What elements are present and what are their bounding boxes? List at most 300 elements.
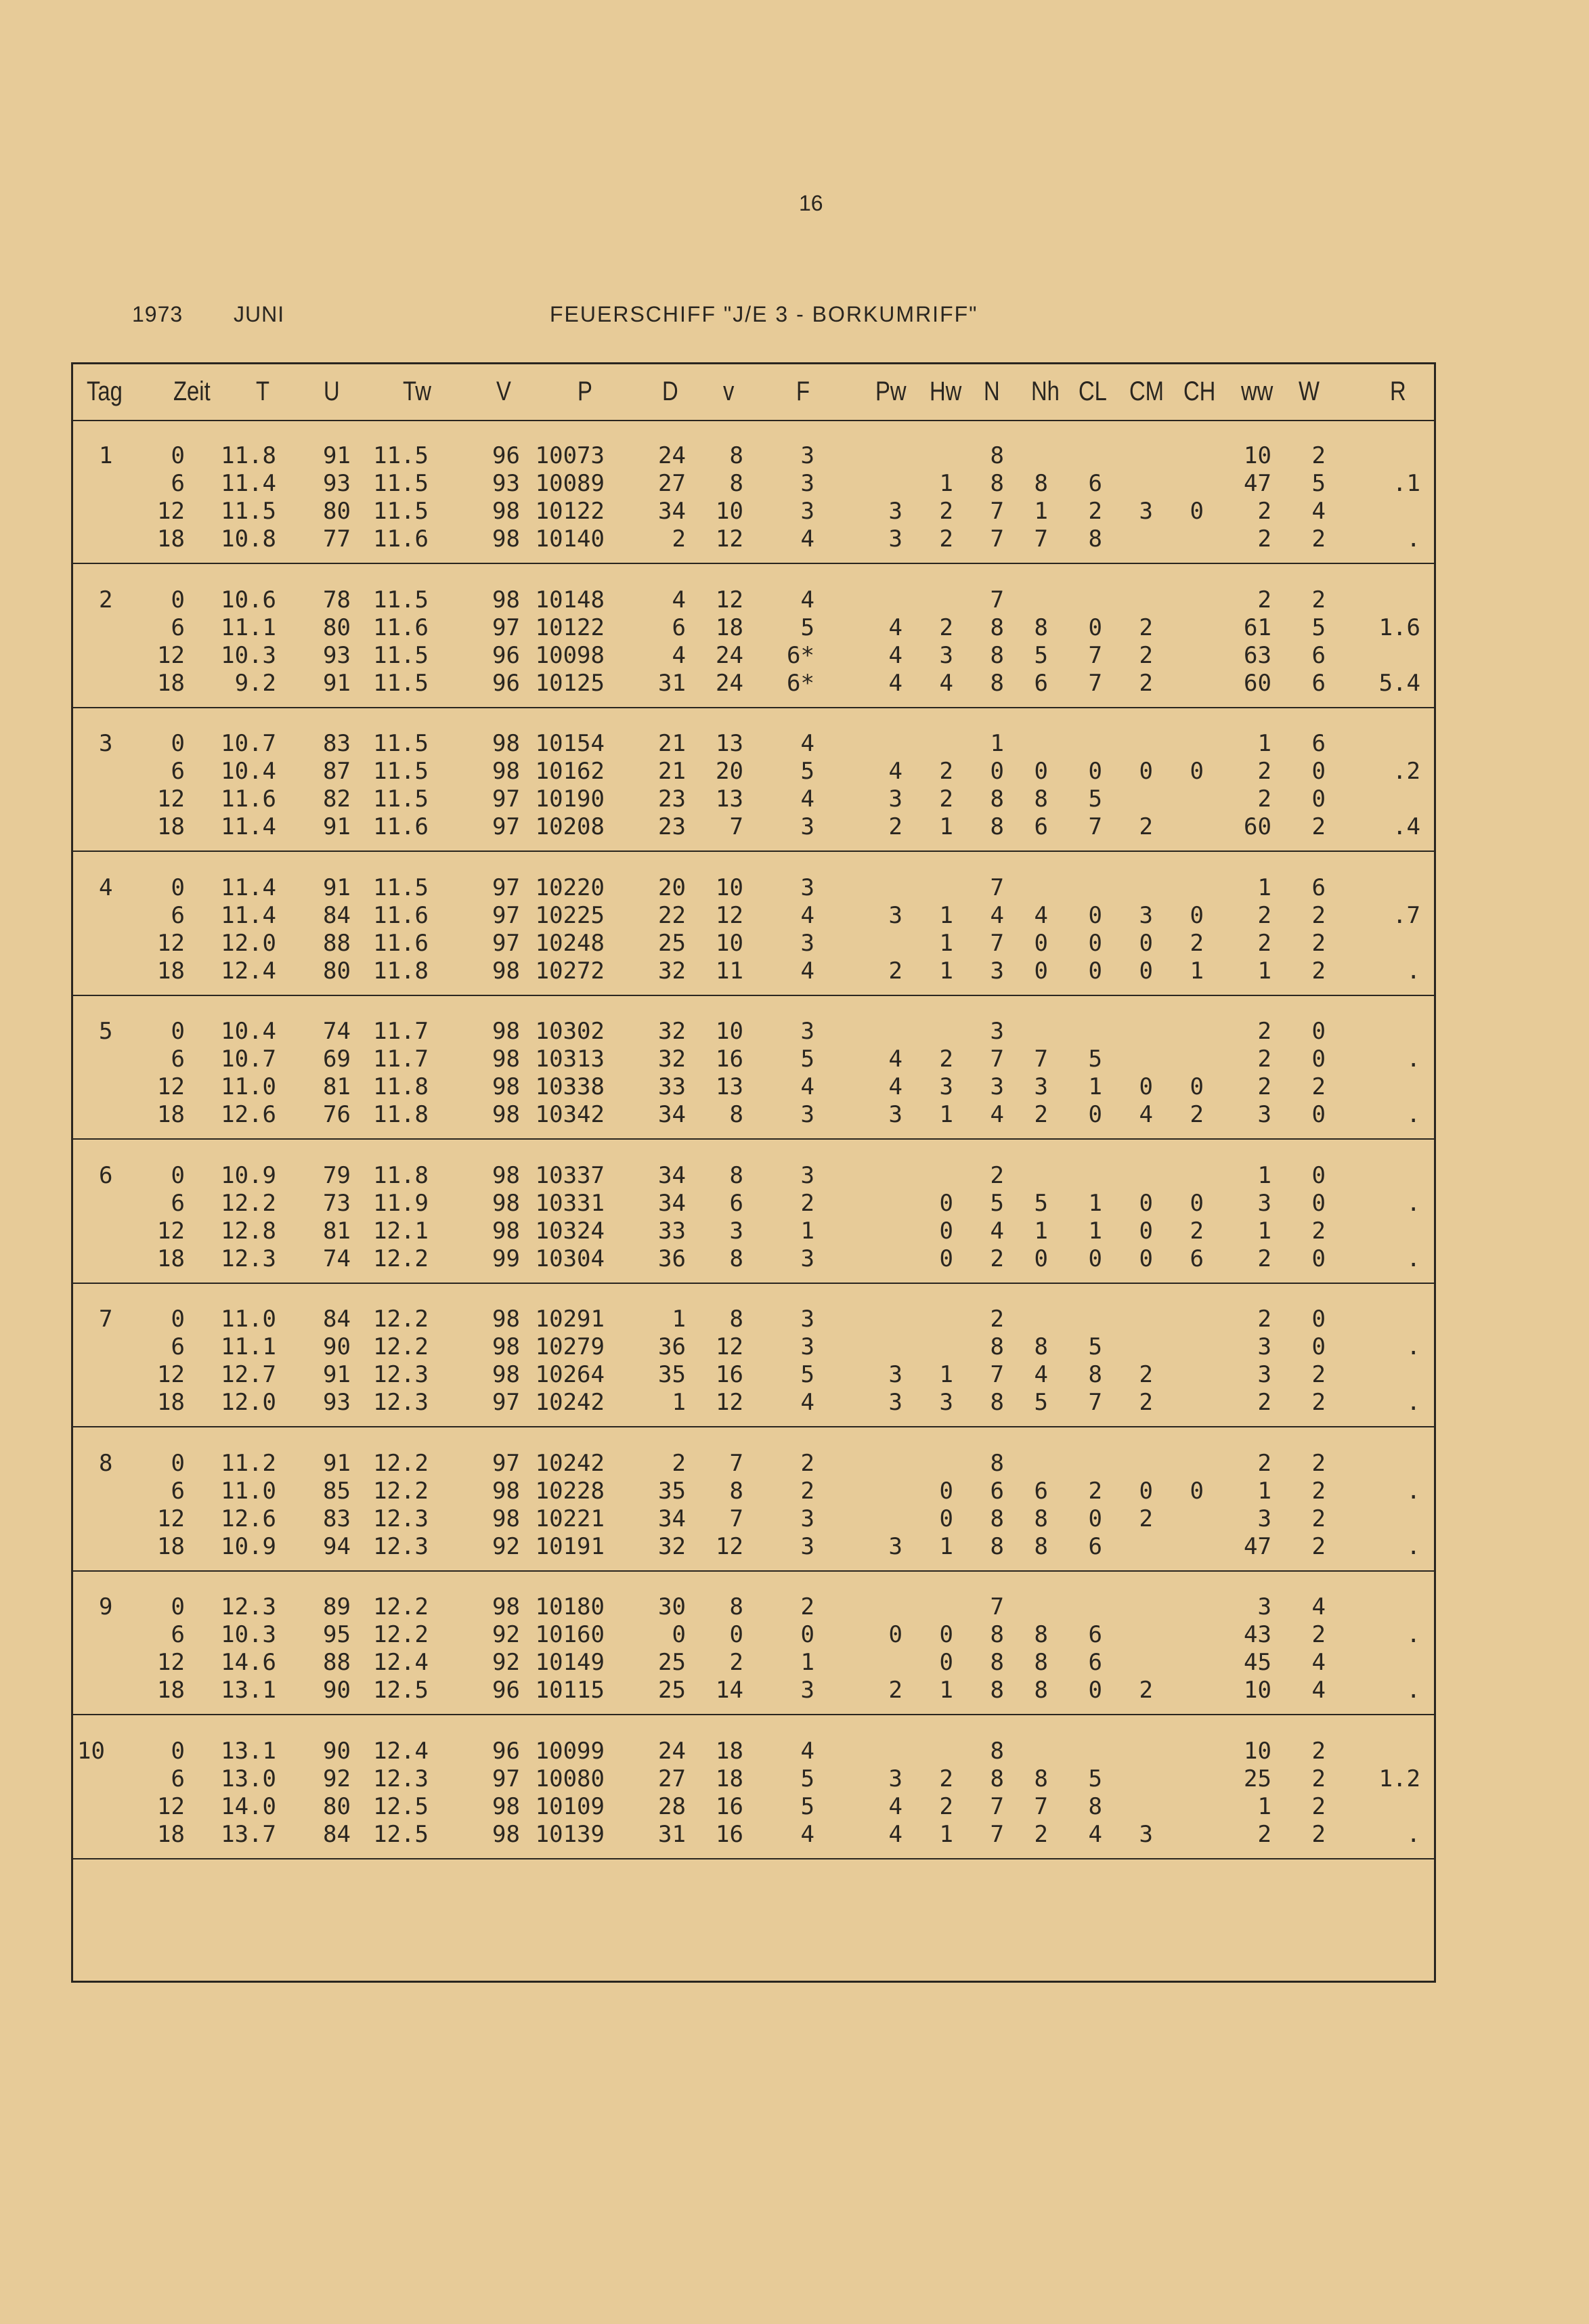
cell-ww: 2: [1257, 586, 1271, 614]
cell-u: 76: [323, 1101, 351, 1128]
cell-cm: 0: [1139, 957, 1153, 985]
cell-t: 10.3: [221, 641, 276, 669]
cell-cm: 2: [1139, 1389, 1153, 1416]
cell-f: 3: [800, 1505, 814, 1532]
cell-cm: 2: [1139, 641, 1153, 669]
cell-nh: 8: [1034, 470, 1048, 497]
cell-f: 3: [800, 498, 814, 525]
cell-t: 12.3: [221, 1245, 276, 1272]
cell-p: 10089: [535, 470, 605, 497]
cell-zeit: 0: [171, 1161, 185, 1189]
cell-w: 0: [1311, 1046, 1326, 1073]
cell-wind-v: 12: [716, 1532, 743, 1560]
cell-pw: 3: [888, 786, 902, 813]
cell-ww: 43: [1244, 1621, 1271, 1648]
cell-v: 92: [492, 1649, 520, 1676]
cell-nh: 6: [1034, 1477, 1048, 1505]
cell-t: 11.4: [221, 470, 276, 497]
cell-w: 0: [1311, 758, 1326, 785]
cell-w: 2: [1311, 1765, 1326, 1792]
cell-v: 96: [492, 1677, 520, 1704]
cell-f: 3: [800, 1018, 814, 1045]
cell-p: 10109: [535, 1792, 605, 1820]
cell-w: 2: [1311, 442, 1326, 469]
cell-nh: 6: [1034, 669, 1048, 697]
cell-n: 8: [990, 1765, 1004, 1792]
cell-zeit: 0: [171, 442, 185, 469]
cell-tw: 11.6: [373, 901, 429, 929]
cell-tw: 11.8: [373, 1073, 429, 1100]
cell-tw: 11.5: [373, 470, 429, 497]
cell-hw: 1: [939, 1361, 953, 1388]
cell-hw: 2: [939, 786, 953, 813]
cell-v: 98: [492, 1073, 520, 1100]
cell-f: 3: [800, 874, 814, 901]
cell-v: 97: [492, 901, 520, 929]
cell-hw: 2: [939, 614, 953, 641]
cell-cm: 4: [1139, 1101, 1153, 1128]
cell-cl: 2: [1088, 498, 1102, 525]
cell-p: 10220: [535, 874, 605, 901]
cell-cm: 3: [1139, 901, 1153, 929]
cell-d: 24: [658, 442, 686, 469]
cell-p: 10080: [535, 1765, 605, 1792]
cell-tw: 12.2: [373, 1621, 429, 1648]
cell-u: 74: [323, 1018, 351, 1045]
cell-tw: 11.6: [373, 929, 429, 957]
cell-wind-v: 8: [729, 442, 743, 469]
cell-tw: 11.5: [373, 786, 429, 813]
cell-wind-v: 16: [716, 1361, 743, 1388]
cell-d: 25: [658, 929, 686, 957]
cell-d: 1: [672, 1389, 686, 1416]
cell-zeit: 12: [157, 498, 185, 525]
cell-n: 4: [990, 901, 1004, 929]
cell-u: 95: [323, 1621, 351, 1648]
cell-f: 4: [800, 730, 814, 757]
cell-wind-v: 10: [716, 929, 743, 957]
cell-pw: 4: [888, 758, 902, 785]
cell-zeit: 18: [157, 1245, 185, 1272]
cell-nh: 3: [1034, 1073, 1048, 1100]
cell-r: .4: [1393, 813, 1420, 840]
cell-hw: 3: [939, 641, 953, 669]
cell-v: 97: [492, 1389, 520, 1416]
cell-f: 4: [800, 1389, 814, 1416]
cell-ww: 3: [1257, 1101, 1271, 1128]
cell-nh: 5: [1034, 1389, 1048, 1416]
cell-f: 5: [800, 1361, 814, 1388]
column-header-n: N: [984, 376, 1000, 406]
cell-wind-v: 16: [716, 1792, 743, 1820]
cell-zeit: 12: [157, 929, 185, 957]
cell-wind-v: 20: [716, 758, 743, 785]
cell-tw: 12.3: [373, 1361, 429, 1388]
cell-f: 3: [800, 1101, 814, 1128]
cell-p: 10291: [535, 1306, 605, 1333]
title-year: 1973: [132, 302, 183, 326]
cell-tw: 12.3: [373, 1505, 429, 1532]
cell-zeit: 6: [171, 1333, 185, 1360]
cell-wind-v: 11: [716, 957, 743, 985]
cell-ch: 2: [1190, 929, 1204, 957]
cell-hw: 2: [939, 1046, 953, 1073]
cell-w: 2: [1311, 929, 1326, 957]
cell-tw: 12.3: [373, 1532, 429, 1560]
cell-tw: 12.5: [373, 1820, 429, 1848]
cell-p: 10099: [535, 1737, 605, 1765]
page-number: 16: [799, 191, 823, 215]
cell-u: 91: [323, 1361, 351, 1388]
cell-f: 2: [800, 1477, 814, 1505]
cell-ww: 10: [1244, 1677, 1271, 1704]
cell-t: 10.6: [221, 586, 276, 614]
cell-cl: 7: [1088, 1389, 1102, 1416]
cell-wind-v: 8: [729, 470, 743, 497]
column-header-cm: CM: [1129, 376, 1164, 406]
cell-n: 0: [990, 758, 1004, 785]
cell-n: 3: [990, 957, 1004, 985]
cell-hw: 1: [939, 957, 953, 985]
cell-wind-v: 0: [729, 1621, 743, 1648]
cell-w: 2: [1311, 1477, 1326, 1505]
cell-hw: 1: [939, 1532, 953, 1560]
cell-cm: 3: [1139, 1820, 1153, 1848]
cell-ch: 2: [1190, 1101, 1204, 1128]
cell-r: .2: [1393, 758, 1420, 785]
cell-pw: 3: [888, 498, 902, 525]
cell-zeit: 0: [171, 874, 185, 901]
cell-wind-v: 18: [716, 1737, 743, 1765]
cell-p: 10302: [535, 1018, 605, 1045]
cell-t: 10.3: [221, 1621, 276, 1648]
cell-n: 3: [990, 1018, 1004, 1045]
cell-t: 10.7: [221, 1046, 276, 1073]
cell-n: 1: [990, 730, 1004, 757]
cell-t: 12.8: [221, 1217, 276, 1245]
cell-u: 91: [323, 874, 351, 901]
cell-d: 32: [658, 1532, 686, 1560]
cell-hw: 0: [939, 1477, 953, 1505]
cell-zeit: 18: [157, 669, 185, 697]
column-header-tag: Tag: [87, 376, 123, 406]
cell-n: 7: [990, 1792, 1004, 1820]
cell-ww: 2: [1257, 758, 1271, 785]
cell-f: 1: [800, 1217, 814, 1245]
cell-cl: 0: [1088, 1101, 1102, 1128]
cell-r: 5.4: [1378, 669, 1420, 697]
cell-d: 32: [658, 957, 686, 985]
cell-ch: 0: [1190, 758, 1204, 785]
cell-tw: 12.2: [373, 1477, 429, 1505]
cell-u: 94: [323, 1532, 351, 1560]
cell-wind-v: 12: [716, 1389, 743, 1416]
cell-tw: 12.2: [373, 1449, 429, 1477]
cell-w: 0: [1311, 1333, 1326, 1360]
cell-cl: 6: [1088, 1532, 1102, 1560]
cell-cl: 0: [1088, 758, 1102, 785]
cell-t: 11.1: [221, 1333, 276, 1360]
cell-ww: 2: [1257, 1820, 1271, 1848]
cell-d: 34: [658, 1161, 686, 1189]
cell-w: 2: [1311, 1792, 1326, 1820]
cell-u: 83: [323, 730, 351, 757]
cell-cm: 0: [1139, 1189, 1153, 1217]
cell-w: 0: [1311, 1306, 1326, 1333]
data-table: [71, 362, 1436, 1983]
cell-w: 2: [1311, 1389, 1326, 1416]
cell-w: 0: [1311, 1189, 1326, 1217]
cell-n: 2: [990, 1161, 1004, 1189]
cell-hw: 1: [939, 1677, 953, 1704]
cell-w: 2: [1311, 1532, 1326, 1560]
cell-zeit: 12: [157, 1649, 185, 1676]
cell-pw: 4: [888, 669, 902, 697]
cell-wind-v: 8: [729, 1477, 743, 1505]
cell-f: 2: [800, 1189, 814, 1217]
cell-f: 3: [800, 1245, 814, 1272]
cell-hw: 1: [939, 1101, 953, 1128]
cell-tw: 11.5: [373, 758, 429, 785]
cell-cl: 8: [1088, 525, 1102, 553]
cell-p: 10331: [535, 1189, 605, 1217]
cell-t: 11.6: [221, 786, 276, 813]
cell-tw: 11.8: [373, 1101, 429, 1128]
cell-ww: 2: [1257, 901, 1271, 929]
cell-zeit: 12: [157, 1505, 185, 1532]
cell-zeit: 6: [171, 1621, 185, 1648]
cell-u: 84: [323, 1820, 351, 1848]
cell-n: 8: [990, 1649, 1004, 1676]
cell-f: 4: [800, 525, 814, 553]
cell-d: 1: [672, 1306, 686, 1333]
cell-d: 31: [658, 669, 686, 697]
cell-wind-v: 12: [716, 586, 743, 614]
cell-f: 3: [800, 1677, 814, 1704]
cell-p: 10324: [535, 1217, 605, 1245]
cell-f: 3: [800, 1161, 814, 1189]
cell-p: 10098: [535, 641, 605, 669]
cell-n: 3: [990, 1073, 1004, 1100]
day-separator: [73, 851, 1434, 852]
cell-wind-v: 12: [716, 1333, 743, 1360]
cell-w: 2: [1311, 1737, 1326, 1765]
day-separator: [73, 1426, 1434, 1427]
cell-r: .: [1406, 1621, 1420, 1648]
cell-v: 97: [492, 614, 520, 641]
cell-nh: 0: [1034, 1245, 1048, 1272]
cell-cm: 2: [1139, 1677, 1153, 1704]
cell-u: 82: [323, 786, 351, 813]
cell-ww: 2: [1257, 929, 1271, 957]
day-tag: 1: [99, 442, 113, 469]
cell-cl: 0: [1088, 1505, 1102, 1532]
cell-cl: 6: [1088, 1649, 1102, 1676]
cell-zeit: 0: [171, 586, 185, 614]
cell-ww: 10: [1244, 442, 1271, 469]
cell-wind-v: 18: [716, 1765, 743, 1792]
cell-u: 83: [323, 1505, 351, 1532]
cell-f: 3: [800, 929, 814, 957]
cell-f: 3: [800, 470, 814, 497]
cell-nh: 8: [1034, 1677, 1048, 1704]
cell-zeit: 12: [157, 1361, 185, 1388]
day-tag: 5: [99, 1018, 113, 1045]
column-header-nh: Nh: [1031, 376, 1060, 406]
cell-v: 92: [492, 1621, 520, 1648]
cell-r: .1: [1393, 470, 1420, 497]
cell-zeit: 6: [171, 1046, 185, 1073]
cell-nh: 1: [1034, 498, 1048, 525]
cell-v: 98: [492, 586, 520, 614]
cell-zeit: 18: [157, 813, 185, 840]
cell-t: 13.0: [221, 1765, 276, 1792]
cell-hw: 2: [939, 1792, 953, 1820]
cell-v: 97: [492, 813, 520, 840]
cell-w: 5: [1311, 614, 1326, 641]
cell-v: 98: [492, 1505, 520, 1532]
cell-zeit: 18: [157, 525, 185, 553]
cell-u: 88: [323, 929, 351, 957]
cell-tw: 12.4: [373, 1649, 429, 1676]
cell-d: 4: [672, 641, 686, 669]
cell-cl: 0: [1088, 957, 1102, 985]
cell-cm: 0: [1139, 1073, 1153, 1100]
cell-ww: 47: [1244, 1532, 1271, 1560]
cell-nh: 8: [1034, 1333, 1048, 1360]
cell-w: 2: [1311, 1073, 1326, 1100]
cell-pw: 3: [888, 901, 902, 929]
cell-tw: 11.8: [373, 1161, 429, 1189]
cell-p: 10264: [535, 1361, 605, 1388]
cell-p: 10122: [535, 498, 605, 525]
cell-d: 33: [658, 1217, 686, 1245]
title-month: JUNI: [234, 302, 285, 326]
cell-wind-v: 10: [716, 498, 743, 525]
cell-d: 22: [658, 901, 686, 929]
cell-t: 9.2: [234, 669, 276, 697]
cell-zeit: 6: [171, 1189, 185, 1217]
cell-cl: 6: [1088, 470, 1102, 497]
cell-p: 10221: [535, 1505, 605, 1532]
cell-ww: 60: [1244, 669, 1271, 697]
cell-u: 69: [323, 1046, 351, 1073]
cell-w: 2: [1311, 813, 1326, 840]
cell-ww: 2: [1257, 1245, 1271, 1272]
cell-cl: 4: [1088, 1820, 1102, 1848]
cell-d: 28: [658, 1792, 686, 1820]
cell-r: .7: [1393, 901, 1420, 929]
day-tag: 10: [77, 1737, 105, 1765]
cell-f: 2: [800, 1593, 814, 1620]
cell-n: 7: [990, 525, 1004, 553]
cell-nh: 8: [1034, 1765, 1048, 1792]
cell-zeit: 12: [157, 786, 185, 813]
cell-f: 3: [800, 1306, 814, 1333]
cell-ww: 63: [1244, 641, 1271, 669]
cell-pw: 4: [888, 641, 902, 669]
cell-p: 10160: [535, 1621, 605, 1648]
cell-hw: 2: [939, 498, 953, 525]
cell-tw: 11.5: [373, 442, 429, 469]
cell-t: 12.6: [221, 1505, 276, 1532]
cell-zeit: 12: [157, 1073, 185, 1100]
cell-zeit: 18: [157, 1820, 185, 1848]
cell-w: 2: [1311, 1820, 1326, 1848]
cell-pw: 3: [888, 1765, 902, 1792]
cell-u: 90: [323, 1333, 351, 1360]
cell-hw: 1: [939, 813, 953, 840]
cell-n: 8: [990, 1737, 1004, 1765]
cell-f: 6*: [787, 669, 814, 697]
cell-f: 5: [800, 1765, 814, 1792]
cell-u: 77: [323, 525, 351, 553]
cell-w: 0: [1311, 786, 1326, 813]
cell-u: 91: [323, 442, 351, 469]
cell-p: 10073: [535, 442, 605, 469]
cell-cm: 2: [1139, 1361, 1153, 1388]
cell-w: 6: [1311, 874, 1326, 901]
cell-ch: 6: [1190, 1245, 1204, 1272]
cell-tw: 11.6: [373, 525, 429, 553]
day-separator: [73, 1858, 1434, 1859]
cell-nh: 8: [1034, 1532, 1048, 1560]
cell-d: 21: [658, 758, 686, 785]
cell-ww: 2: [1257, 786, 1271, 813]
cell-p: 10162: [535, 758, 605, 785]
cell-u: 80: [323, 614, 351, 641]
cell-cl: 0: [1088, 929, 1102, 957]
cell-zeit: 0: [171, 1018, 185, 1045]
cell-ch: 0: [1190, 1477, 1204, 1505]
cell-tw: 11.7: [373, 1018, 429, 1045]
cell-ww: 47: [1244, 470, 1271, 497]
day-separator: [73, 1283, 1434, 1284]
cell-hw: 0: [939, 1245, 953, 1272]
cell-p: 10139: [535, 1820, 605, 1848]
cell-zeit: 6: [171, 1477, 185, 1505]
cell-p: 10228: [535, 1477, 605, 1505]
day-separator: [73, 995, 1434, 996]
day-separator: [73, 1570, 1434, 1572]
cell-t: 11.0: [221, 1073, 276, 1100]
cell-ch: 0: [1190, 498, 1204, 525]
cell-wind-v: 10: [716, 874, 743, 901]
cell-n: 8: [990, 1532, 1004, 1560]
cell-r: .: [1406, 1677, 1420, 1704]
cell-v: 96: [492, 669, 520, 697]
column-header-hw: Hw: [930, 376, 962, 406]
cell-n: 8: [990, 1621, 1004, 1648]
cell-p: 10225: [535, 901, 605, 929]
cell-wind-v: 6: [729, 1189, 743, 1217]
cell-v: 98: [492, 525, 520, 553]
cell-tw: 11.5: [373, 641, 429, 669]
cell-cm: 0: [1139, 1217, 1153, 1245]
cell-v: 98: [492, 758, 520, 785]
cell-cl: 8: [1088, 1792, 1102, 1820]
cell-zeit: 6: [171, 758, 185, 785]
day-tag: 7: [99, 1306, 113, 1333]
cell-n: 7: [990, 1361, 1004, 1388]
cell-v: 96: [492, 1737, 520, 1765]
cell-v: 97: [492, 929, 520, 957]
cell-ww: 1: [1257, 1792, 1271, 1820]
cell-zeit: 18: [157, 957, 185, 985]
cell-n: 7: [990, 1820, 1004, 1848]
cell-v: 98: [492, 1189, 520, 1217]
column-header-zeit: Zeit: [173, 376, 211, 406]
